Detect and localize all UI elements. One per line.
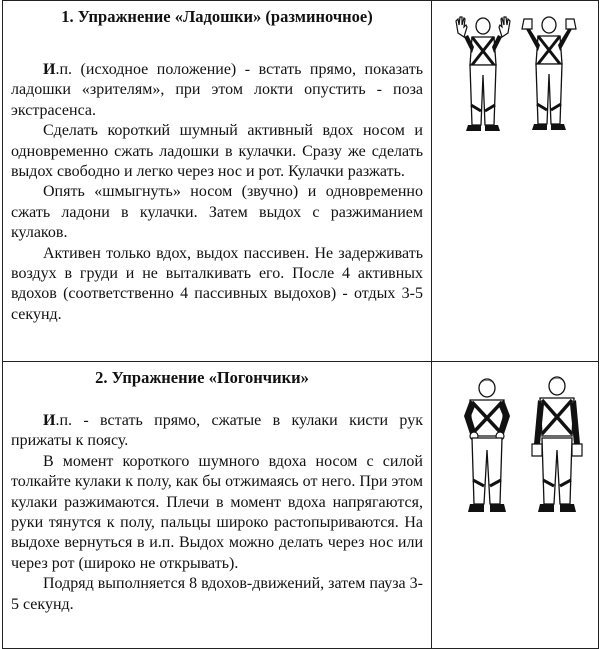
instruction-paragraph: Сделать короткий шумный активный вдох носом и одновременно сжать ладошки в кулачки. Сразу же сделать выдох свободно и легко через нос и рот. Кулачки разжать.: [11, 122, 423, 181]
exercise-description: [3, 411, 431, 615]
standing-figure-fists-illustration: [518, 11, 580, 138]
exercise-row: [3, 1, 599, 362]
exercise-illustration-cell: [432, 362, 599, 649]
exercise-row: [3, 362, 599, 649]
exercise-text-cell: [3, 1, 432, 362]
exercise-title: 1. Упражнение «Ладошки» (разминочное): [61, 7, 373, 26]
exercise-title: 2. Упражнение «Погончики»: [95, 368, 309, 387]
instruction-paragraph: В момент короткого шумного вдоха носом с силой толкайте кулаки к полу, как бы отжимаясь от него. При этом кулаки разжимаются. Плечи в момент вдоха напрягаются, руки тянутся к полу, пальцы широко растопыриваются. На выдохе вернуться в и.п. Выдох можно делать через нос или через рот (широко не открывать).: [11, 452, 423, 572]
start-position-text: .п. - встать прямо, сжатые в кулаки кисти рук прижаты к поясу.: [11, 412, 423, 450]
start-position-lead: И: [43, 61, 56, 78]
start-position-paragraph: [11, 411, 423, 452]
start-position-text: .п. (исходное положение) - встать прямо, показать ладошки «зрителям», при этом локти опустить - поза экстрасенса.: [11, 61, 423, 119]
instruction-paragraph: Подряд выполняется 8 вдохов-движений, затем пауза 3-5 секунд.: [11, 575, 423, 613]
standing-figure-fists-at-waist-illustration: [456, 376, 518, 536]
exercise-description: [3, 60, 431, 325]
start-position-paragraph: [11, 60, 423, 121]
exercise-table: [2, 0, 599, 649]
standing-figure-arms-pushed-down-illustration: [526, 374, 588, 536]
illustration-wrap: [432, 362, 598, 648]
instruction-paragraph: Опять «шмыгнуть» носом (звучно) и одновременно сжать ладони в кулачки. Затем выдох с разжиманием кулаков.: [11, 183, 423, 242]
exercise-illustration-cell: [432, 1, 599, 362]
exercise-text-cell: [3, 362, 432, 649]
standing-figure-palms-open-illustration: [452, 13, 514, 138]
instruction-paragraph: Активен только вдох, выдох пассивен. Не задерживать воздух в груди и не выталкивать его. После 4 активных вдохов (соответственно 4 пассивных выдохов) - отдых 3-5 секунд.: [11, 244, 423, 323]
illustration-wrap: [432, 1, 598, 361]
start-position-lead: И: [43, 412, 56, 429]
